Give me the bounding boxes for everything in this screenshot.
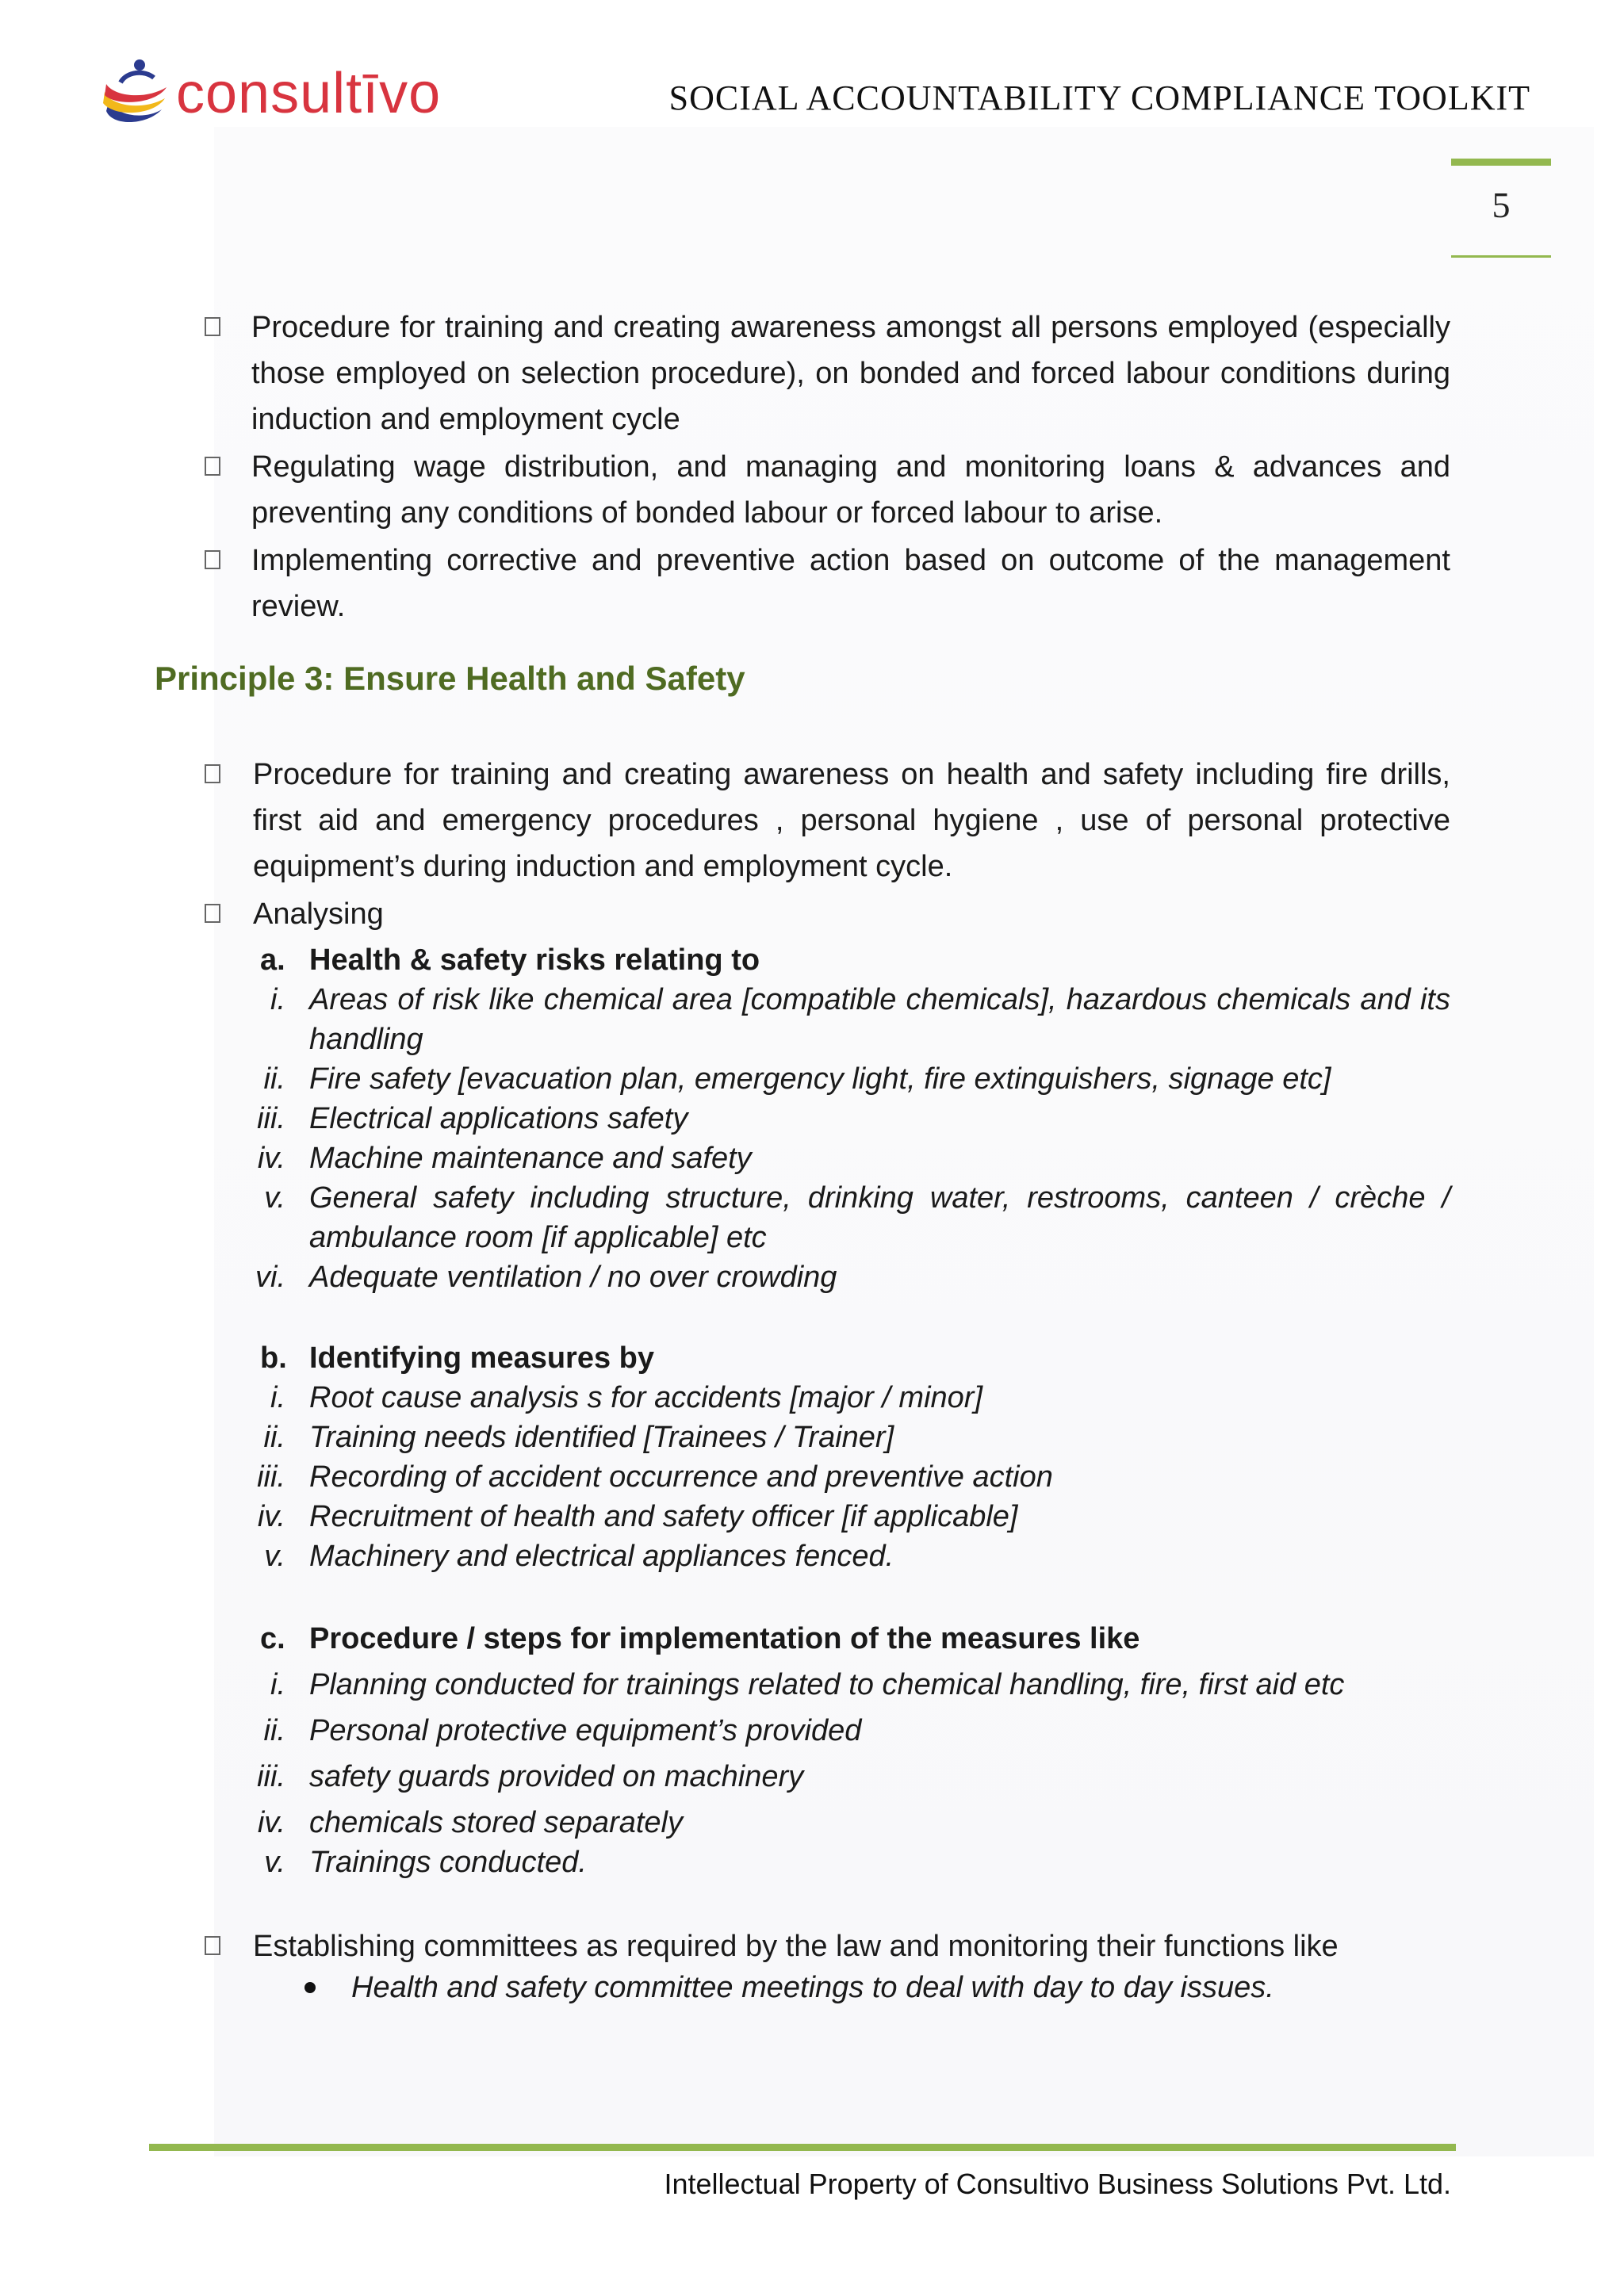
item-number: iii. <box>257 1102 285 1135</box>
bullet-analysing: Analysing <box>253 897 384 931</box>
list-item: Training needs identified [Trainees / Trainer] <box>309 1421 894 1454</box>
list-item: Health and safety committee meetings to deal with day to day issues. <box>351 1971 1274 2004</box>
logo-swirl-icon <box>98 54 174 133</box>
list-item: General safety including structure, drinking water, restrooms, canteen / crèche / ambulance room [if applicable] etc <box>309 1181 1450 1254</box>
list-item: Personal protective equipment’s provided <box>309 1714 862 1747</box>
checkbox-bullet-icon <box>205 457 220 476</box>
item-number: iv. <box>257 1500 285 1533</box>
document-title: SOCIAL ACCOUNTABILITY COMPLIANCE TOOLKIT <box>668 78 1530 117</box>
item-number: v. <box>264 1181 285 1215</box>
list-item: chemicals stored separately <box>309 1806 683 1839</box>
logo-text: consultīvo <box>176 62 442 125</box>
list-item: Planning conducted for trainings related to chemical handling, fire, first aid etc <box>309 1668 1345 1701</box>
page-number: 5 <box>1492 185 1511 225</box>
item-number: ii. <box>263 1062 285 1096</box>
list-item: Trainings conducted. <box>309 1846 587 1879</box>
checkbox-bullet-icon <box>205 904 220 923</box>
section-b-title: Identifying measures by <box>309 1341 655 1375</box>
list-item: Fire safety [evacuation plan, emergency light, fire extinguishers, signage etc] <box>309 1062 1331 1096</box>
checkbox-bullet-icon <box>205 1936 220 1955</box>
item-number: iii. <box>257 1760 285 1793</box>
list-item: safety guards provided on machinery <box>309 1760 804 1793</box>
list-item: Recording of accident occurrence and preventive action <box>309 1460 1053 1494</box>
bullet-committees: Establishing committees as required by the law and monitoring their functions like <box>253 1930 1339 1963</box>
list-item: Recruitment of health and safety officer [if applicable] <box>309 1500 1018 1533</box>
item-number: iv. <box>257 1142 285 1175</box>
list-item: Machine maintenance and safety <box>309 1142 752 1175</box>
item-number: i. <box>270 1668 285 1701</box>
item-number: i. <box>270 983 285 1016</box>
bullet-dot-icon <box>304 1982 316 1993</box>
item-number: v. <box>264 1540 285 1573</box>
checkbox-bullet-icon <box>205 317 220 336</box>
bullet-training-awareness: Procedure for training and creating awareness amongst all persons employed (especially those employed on selection procedure), on bonded and forced labour conditions during induction and employment cycle <box>251 311 1450 436</box>
item-number: i. <box>270 1381 285 1414</box>
section-a-letter: a. <box>260 943 285 977</box>
item-number: v. <box>264 1846 285 1879</box>
item-number: iii. <box>257 1460 285 1494</box>
list-item: Machinery and electrical appliances fenced. <box>309 1540 894 1573</box>
footer-rule <box>149 2144 1456 2151</box>
bullet-wage-distribution: Regulating wage distribution, and managing and monitoring loans & advances and preventing any conditions of bonded labour or forced labour to arise. <box>251 450 1450 530</box>
item-number: vi. <box>255 1261 285 1294</box>
principle-heading: Principle 3: Ensure Health and Safety <box>155 660 745 697</box>
list-item: Root cause analysis s for accidents [major / minor] <box>309 1381 983 1414</box>
bullet-corrective-action: Implementing corrective and preventive action based on outcome of the management review. <box>251 544 1450 623</box>
page-number-rule-top <box>1451 159 1551 166</box>
list-item: Areas of risk like chemical area [compatible chemicals], hazardous chemicals and its handling <box>309 983 1450 1056</box>
section-b-letter: b. <box>260 1341 287 1375</box>
section-c-letter: c. <box>260 1622 285 1655</box>
item-number: ii. <box>263 1421 285 1454</box>
checkbox-bullet-icon <box>205 550 220 569</box>
checkbox-bullet-icon <box>205 764 220 783</box>
item-number: iv. <box>257 1806 285 1839</box>
section-a-title: Health & safety risks relating to <box>309 943 760 977</box>
bullet-health-safety-training: Procedure for training and creating awareness on health and safety including fire drills, first aid and emergency procedures , personal hygiene , use of personal protective equipment’s during induction and employment cycle. <box>253 758 1450 883</box>
footer-text: Intellectual Property of Consultivo Business Solutions Pvt. Ltd. <box>664 2168 1451 2200</box>
page-number-rule-bottom <box>1451 255 1551 258</box>
section-c-title: Procedure / steps for implementation of the measures like <box>309 1622 1140 1655</box>
list-item: Adequate ventilation / no over crowding <box>309 1261 837 1294</box>
item-number: ii. <box>263 1714 285 1747</box>
list-item: Electrical applications safety <box>309 1102 688 1135</box>
